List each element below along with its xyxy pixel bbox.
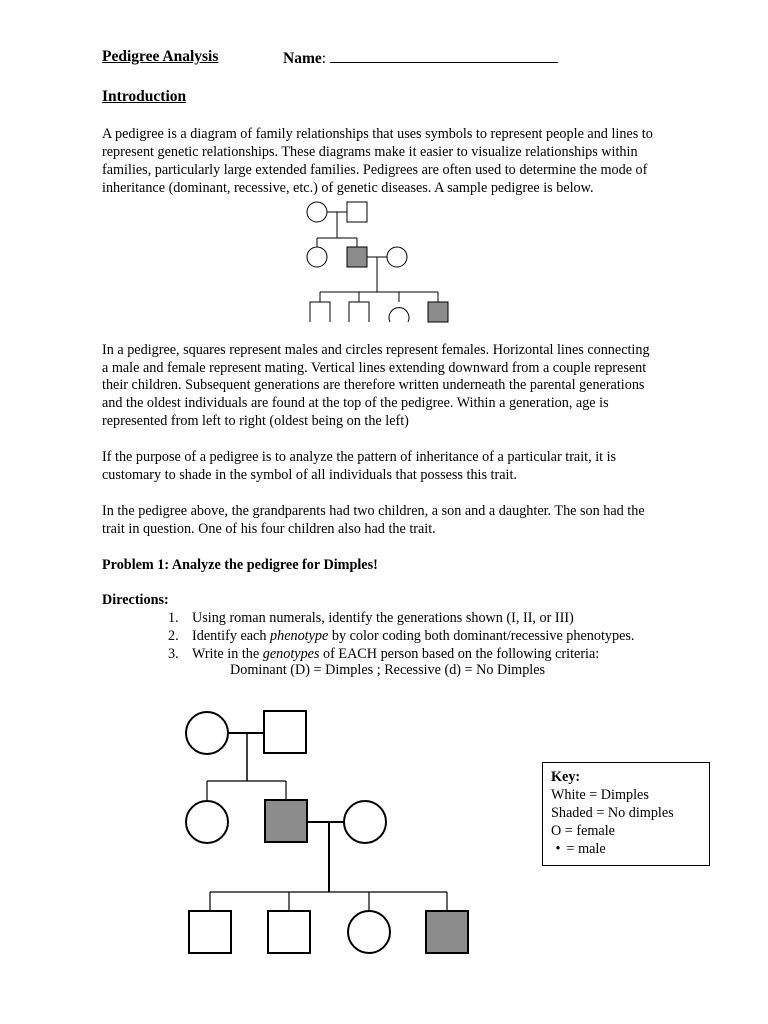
- gen2-spouse-female[interactable]: [344, 801, 386, 843]
- direction-text: Using roman numerals, identify the generations shown (I, II, or III): [192, 610, 574, 626]
- para4-line: trait in question. One of his four children also had the trait.: [102, 521, 436, 537]
- key-line-male: [551, 840, 701, 858]
- para4-line: In the pedigree above, the grandparents had two children, a son and a daughter. The son had the: [102, 503, 645, 519]
- direction-text-pre: Write in the: [192, 646, 263, 662]
- para2-line: a male and female represent mating. Vertical lines extending downward from a couple represent: [102, 360, 647, 376]
- introduction-heading: Introduction: [102, 88, 187, 105]
- para3-line: customary to shade in the symbol of all individuals that possess this trait.: [102, 467, 517, 483]
- name-label-text: Name: [283, 50, 322, 67]
- key-male-text: = male: [566, 841, 606, 857]
- para2-line: and the oldest individuals are found at the top of the pedigree. Within a generation, age is: [102, 395, 609, 411]
- para2-line: their children. Subsequent generations are therefore written underneath the parental generations: [102, 377, 645, 393]
- direction-number: 1.: [168, 610, 179, 626]
- directions-label: Directions:: [102, 592, 169, 608]
- bullet-icon: •: [555, 841, 561, 857]
- gen1-male[interactable]: [264, 711, 306, 753]
- direction-text-em: genotypes: [262, 646, 320, 662]
- gen2-male-shaded[interactable]: [265, 800, 307, 842]
- gen3-male-1[interactable]: [189, 911, 231, 953]
- key-line-female: O = female: [551, 823, 615, 839]
- key-line-white: White = Dimples: [551, 787, 649, 803]
- gen3-male-shaded[interactable]: [426, 911, 468, 953]
- key-title: Key:: [551, 769, 581, 785]
- direction-text-post: of EACH person based on the following criteria:: [319, 646, 600, 662]
- key-box: [542, 762, 710, 866]
- para3-line: If the purpose of a pedigree is to analyze the pattern of inheritance of a particular trait, it is: [102, 449, 617, 465]
- problem-title: Problem 1: Analyze the pedigree for Dimples!: [102, 557, 378, 573]
- direction-number: 2.: [168, 628, 179, 644]
- direction-text-em: phenotype: [270, 628, 329, 644]
- direction-text-pre: Identify each: [192, 628, 270, 644]
- direction-text-post: by color coding both dominant/recessive phenotypes.: [328, 628, 635, 644]
- para2-line: represented from left to right (oldest being on the left): [102, 413, 409, 429]
- page-title: Pedigree Analysis: [102, 48, 219, 65]
- para2-line: In a pedigree, squares represent males and circles represent females. Horizontal lines connecting: [102, 342, 650, 358]
- gen1-female[interactable]: [186, 712, 228, 754]
- gen3-female[interactable]: [348, 911, 390, 953]
- direction-number: 3.: [168, 646, 179, 662]
- gen2-female[interactable]: [186, 801, 228, 843]
- intro-line: A pedigree is a diagram of family relationships that uses symbols to represent people and lines to: [102, 126, 653, 142]
- intro-line: represent genetic relationships. These diagrams make it easier to visualize relationships within: [102, 144, 638, 160]
- intro-line: families, particularly large extended families. Pedigrees are often used to determine the mode of: [102, 162, 648, 178]
- criteria-line: Dominant (D) = Dimples ; Recessive (d) = No Dimples: [230, 662, 546, 678]
- key-line-shaded: Shaded = No dimples: [551, 805, 674, 821]
- intro-line: inheritance (dominant, recessive, etc.) of genetic diseases. A sample pedigree is below.: [102, 180, 594, 196]
- gen3-male-2[interactable]: [268, 911, 310, 953]
- name-colon: :: [321, 50, 327, 67]
